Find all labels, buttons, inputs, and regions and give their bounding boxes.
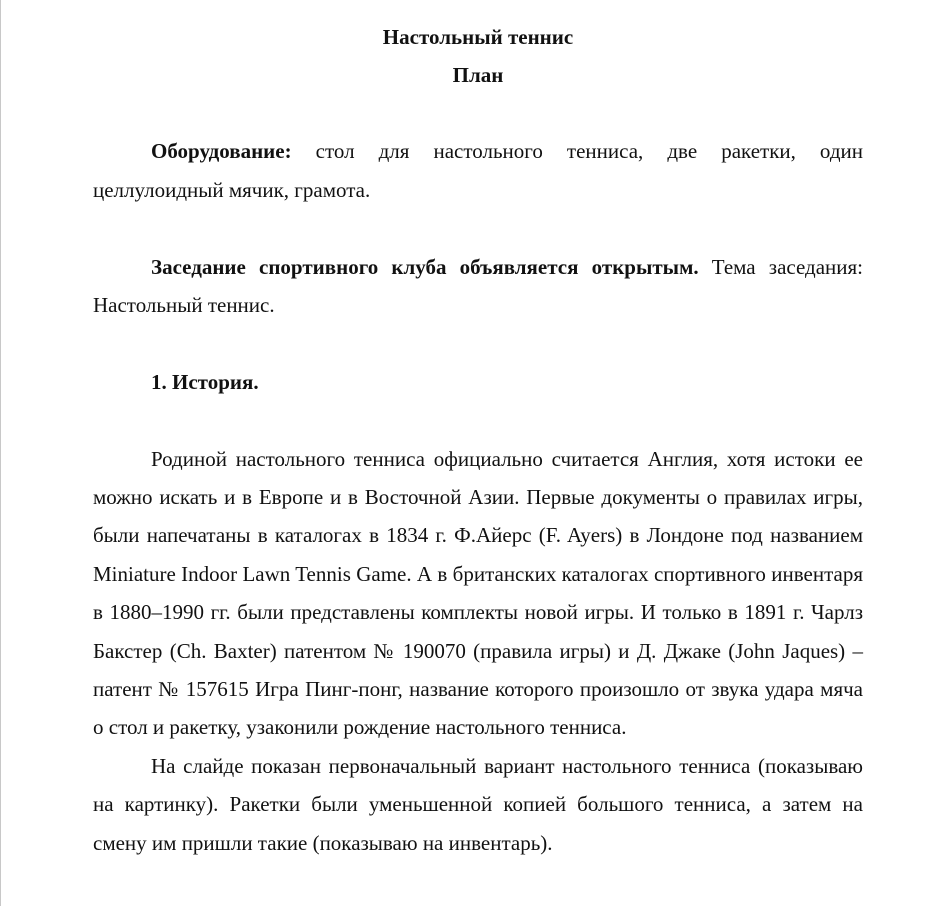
document-body	[93, 18, 863, 862]
equipment-text: стол для настольного тенниса, две ракетки, один целлулоидный мячик, грамота.	[93, 139, 863, 202]
history-paragraph: Родиной настольного тенниса официально считается Англия, хотя истоки ее можно искать и в Европе и в Восточной Азии. Первые документы о правилах игры, были напечатаны в каталогах в 1834 г. Ф.Айерс (F. Ayers) в Лондоне под названием Miniature Indoor Lawn Tennis Game. А в британских каталогах спортивного инвентаря в 1880–1990 гг. были представлены комплекты новой игры. И только в 1891 г. Чарлз Бакстер (Ch. Baxter) патентом № 190070 (правила игры) и Д. Джаке (John Jaques) – патент № 157615 Игра Пинг-понг, название которого произошло от звука удара мяча о стол и ракетку, узаконили рождение настольного тенниса.	[93, 446, 863, 740]
slide-paragraph: На слайде показан первоначальный вариант настольного тенниса (показываю на картинку). Ракетки были уменьшенной копией большого тенниса, а затем на смену им пришли такие (показываю на инвентарь).	[93, 753, 863, 855]
meeting-paragraph	[93, 248, 863, 325]
meeting-bold-text: Заседание спортивного клуба объявляется открытым.	[151, 254, 699, 279]
document-subtitle: План	[452, 63, 504, 87]
spacer	[93, 94, 863, 132]
equipment-paragraph	[93, 132, 863, 209]
spacer	[93, 209, 863, 247]
spacer	[93, 401, 863, 439]
document-title: Настольный теннис	[382, 25, 574, 49]
meeting-text: Тема заседания: Настольный теннис.	[93, 254, 863, 317]
spacer	[93, 324, 863, 362]
equipment-label: Оборудование:	[151, 139, 292, 164]
section-heading: 1. История.	[151, 369, 259, 394]
